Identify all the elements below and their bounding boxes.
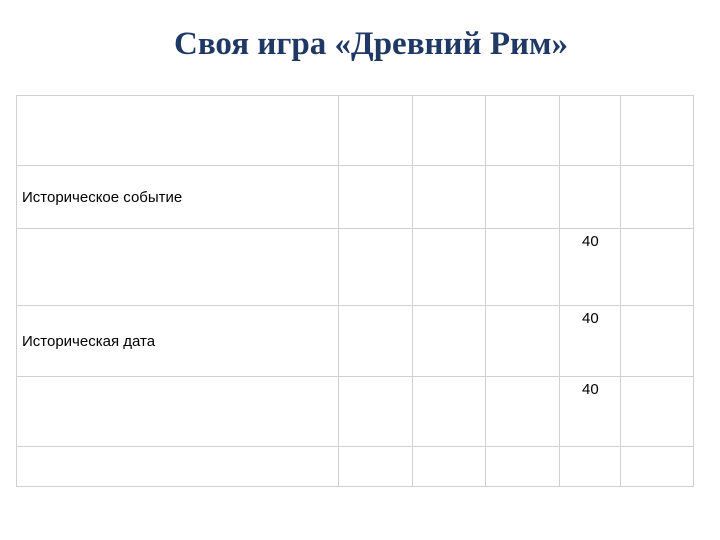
table-cell[interactable] xyxy=(413,447,486,487)
table-cell[interactable] xyxy=(621,306,694,377)
table-cell[interactable] xyxy=(560,447,621,487)
game-table xyxy=(16,95,694,487)
table-cell[interactable] xyxy=(413,229,486,306)
table-cell[interactable] xyxy=(413,306,486,377)
table-row xyxy=(17,306,694,377)
table-cell[interactable] xyxy=(339,166,413,229)
table-cell[interactable] xyxy=(413,166,486,229)
row-label-date: Историческая дата xyxy=(17,306,339,377)
table-cell[interactable] xyxy=(621,447,694,487)
title-area xyxy=(0,0,720,80)
table-cell[interactable] xyxy=(486,377,560,447)
table-cell[interactable] xyxy=(486,447,560,487)
table-cell[interactable] xyxy=(339,306,413,377)
table-cell[interactable] xyxy=(339,377,413,447)
row-label xyxy=(17,229,339,306)
row-label xyxy=(17,377,339,447)
table-cell[interactable] xyxy=(413,377,486,447)
table-cell[interactable] xyxy=(621,96,694,166)
row-label xyxy=(17,447,339,487)
table-cell[interactable] xyxy=(413,96,486,166)
table-row xyxy=(17,229,694,306)
slide-title: Своя игра «Древний Рим» xyxy=(174,26,568,62)
table-row xyxy=(17,96,694,166)
table-cell[interactable] xyxy=(621,229,694,306)
table-row xyxy=(17,377,694,447)
point-value-cell[interactable]: 40 xyxy=(560,306,621,377)
point-value-cell[interactable]: 40 xyxy=(560,229,621,306)
table-cell[interactable] xyxy=(486,96,560,166)
table-row xyxy=(17,166,694,229)
table-cell[interactable] xyxy=(339,229,413,306)
table-cell[interactable] xyxy=(339,447,413,487)
table-cell[interactable] xyxy=(621,166,694,229)
table-cell[interactable] xyxy=(621,377,694,447)
row-label-event: Историческое событие xyxy=(17,166,339,229)
row-label xyxy=(17,96,339,166)
table-cell[interactable] xyxy=(486,229,560,306)
table-cell[interactable] xyxy=(486,306,560,377)
table-row xyxy=(17,447,694,487)
table-cell[interactable] xyxy=(486,166,560,229)
table-cell[interactable] xyxy=(560,166,621,229)
table-cell[interactable] xyxy=(339,96,413,166)
table-cell[interactable] xyxy=(560,96,621,166)
point-value-cell[interactable]: 40 xyxy=(560,377,621,447)
